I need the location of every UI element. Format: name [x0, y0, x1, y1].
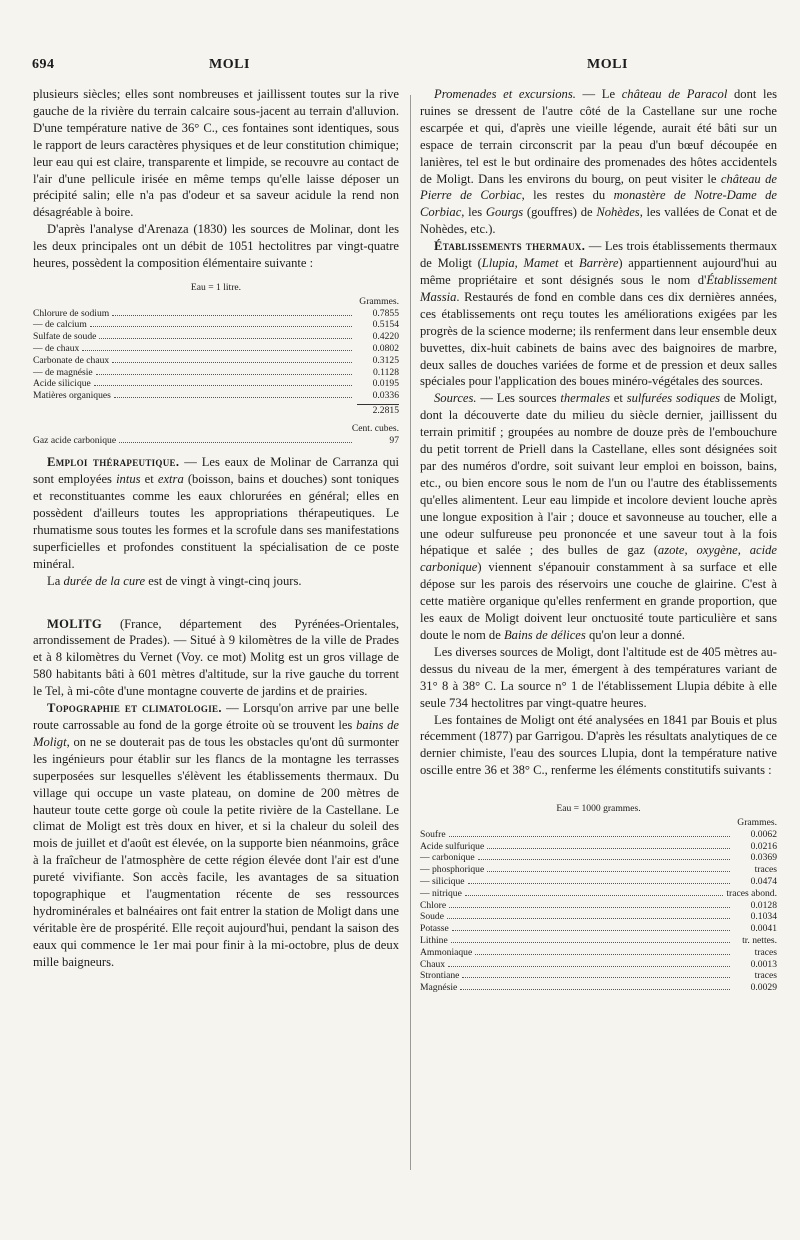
paragraph-topographie — [33, 700, 399, 971]
row-name: — silicique — [420, 875, 465, 887]
section-title: Établissements thermaux. — [434, 239, 586, 254]
section-title: Emploi thérapeutique. — [47, 455, 180, 470]
text-run: (France, département des Pyrénées-Orientales, arrondissement de Prades). — Situé à 9 kilomètres de la ville de Prades et à 8 kilomètres du Vernet (Voy. ce mot) Molitg est un gros village de 580 habitants bâti à 601 mètres d'altitude, sur la rive gauche du torrent le Tel, à mi-côte d'une montagne couverte de jardins et de prairies. — [33, 616, 399, 699]
row-value: 0.0474 — [750, 875, 777, 887]
paragraph-altitude: Les diverses sources de Moligt, dont l'altitude est de 405 mètres au-dessus du niveau de la mer, émergent à des températures variant de 31° 8 à 38° C. La source n° 1 de l'établissement Llupia débite à elle seule 734 hectolitres par vingt-quatre heures. — [420, 644, 777, 710]
row-value: 0.0336 — [372, 390, 399, 402]
running-header — [32, 57, 772, 77]
row-value: tr. nettes. — [742, 934, 777, 946]
text-run: (gouffres) de — [523, 205, 597, 220]
table-row — [420, 900, 777, 912]
row-value: traces — [754, 946, 777, 958]
italic-run: Bains de délices — [503, 628, 586, 642]
paragraph-continuation: plusieurs siècles; elles sont nombreuses et jaillissent toutes sur la rive gauche de la rivière du terrain calcaire sous-jacent au terrain d'alluvion. D'une température native de 36° C., ces fontaines sont identiques, sous le rapport de leurs caractères physiques et de leur constitution chimique; leur eau qui est claire, transparente et limpide, se recouvre au contact de l'air d'une pellicule irisée en même temps qu'elle laisse déposer un précipité salin; elle n'a pas d'odeur et sa saveur acidule la rend non désagréable à boire. — [33, 87, 399, 220]
composition-table-molinar — [33, 282, 399, 446]
row-value: 0.1034 — [750, 911, 777, 923]
dot-leader — [112, 315, 352, 316]
table-row — [33, 331, 399, 343]
row-name: Chlorure de sodium — [33, 307, 110, 319]
right-column — [420, 86, 777, 1002]
italic-run: Gourgs — [485, 205, 524, 220]
row-name: Sulfate de soude — [33, 331, 97, 343]
entry-title: MOLITG — [47, 616, 102, 631]
table-unit: Grammes. — [359, 295, 399, 307]
italic-run: monastère de Notre-Dame de Corbiac — [420, 188, 777, 220]
row-name: Chaux — [420, 958, 446, 970]
italic-run: extra — [157, 472, 184, 487]
table-caption: Eau = 1 litre. — [190, 281, 242, 293]
dot-leader — [447, 918, 730, 919]
spacer — [420, 779, 777, 793]
table-row — [33, 390, 399, 402]
section-title: Sources. — [434, 391, 477, 406]
italic-run: Établissement Massia — [420, 272, 777, 304]
row-name: — nitrique — [420, 887, 462, 899]
italic-run: château de Paracol — [621, 87, 728, 101]
text-run: de Moligt, dont la découverte date du milieu du siècle dernier, jaillissent du terrain primitif ; groupées au nombre de douze près de l'embouchure du petit torrent de Priell dans la Castellane, elles sont désignées soit par des numéros d'ordre, soit suivant leur emploi en boisson, bains, etc., ou bien encore sous le nom de l'un ou l'autre des établissements qu'elles alimentent. Leur eau limpide et incolore devient louche après une longue exposition à l'air ; douce et savonneuse au toucher, elle a une odeur sulfureuse peu prononcée et une saveur tout à la fois hépatique et salée ; des bulles de gaz ( — [420, 391, 777, 558]
table-row — [420, 959, 777, 971]
text-run: est de vingt à vingt-cinq jours. — [145, 573, 302, 588]
header-left-title: MOLI — [209, 57, 250, 72]
row-value: 0.0369 — [750, 852, 777, 864]
row-name: — de magnésie — [33, 366, 93, 378]
dot-leader — [460, 989, 730, 990]
paragraph-sources — [420, 390, 777, 644]
row-value: 0.1128 — [372, 366, 399, 378]
italic-run: Nohèdes — [596, 205, 640, 220]
italic-run: bains de Moligt — [33, 718, 400, 749]
text-run: — Les trois établissements thermaux de Moligt ( — [420, 239, 777, 271]
text-run: et — [610, 391, 627, 406]
dot-leader — [449, 907, 730, 908]
dot-leader — [96, 374, 352, 375]
paragraph-promenades — [420, 86, 777, 238]
page-number: 694 — [32, 57, 55, 72]
table-unit: Grammes. — [737, 816, 777, 828]
italic-run: intus — [116, 472, 141, 487]
text-run: et — [558, 256, 579, 271]
row-name: Soufre — [420, 828, 446, 840]
table-row — [420, 864, 777, 876]
row-name: Ammoniaque — [420, 946, 473, 958]
row-value: 0.0041 — [750, 923, 777, 935]
row-value: 0.0802 — [372, 342, 399, 354]
text-run: dont les ruines se dressent de l'autre côté de la Castellane sur une roche escarpée et qui, d'après une vieille légende, aurait été bâti sur un espace de terrain circonscrit par la peau d'un bœuf découpée en lanières, tel est le but ordinaire des promenades des hôtes accidentels de Moligt. Dans les environs du bourg, on peut visiter le — [420, 87, 777, 186]
table-row — [420, 947, 777, 959]
spacer — [33, 590, 399, 616]
paragraph-analyses: Les fontaines de Moligt ont été analysées en 1841 par Bouis et plus récemment (1877) par Garrigou. D'après les résultats analytiques de ce dernier chimiste, l'eau des sources Llupia, dont la température native oscille entre 36 et 38° C., renferme les éléments constitutifs suivants : — [420, 712, 777, 778]
row-name: — phosphorique — [420, 864, 485, 876]
row-value: 0.3125 — [372, 354, 399, 366]
italic-run: sulfurées sodiques — [626, 391, 721, 406]
table-row — [420, 911, 777, 923]
table-row — [420, 876, 777, 888]
table-caption: Eau = 1000 grammes. — [556, 803, 641, 815]
dot-leader — [448, 966, 730, 967]
dot-leader — [119, 442, 352, 443]
dot-leader — [99, 338, 352, 339]
dot-leader — [451, 942, 730, 943]
dot-leader — [94, 385, 352, 386]
row-name: Lithine — [420, 934, 448, 946]
row-name: Acide sulfurique — [420, 840, 485, 852]
text-run: , les — [461, 205, 486, 220]
dot-leader — [449, 836, 730, 837]
paragraph-arenaza: D'après l'analyse d'Arenaza (1830) les sources de Molinar, dont les les deux principales ont un débit de 1051 hectolitres par vingt-quatre heures, possèdent la composition élémentaire suivante : — [33, 222, 399, 271]
row-name: Magnésie — [420, 982, 458, 994]
table-row — [33, 378, 399, 390]
row-value: 0.7855 — [372, 307, 399, 319]
text-run: — Lorsqu'on arrive par une belle route carrossable au fond de la gorge étroite où se trouvent les — [33, 701, 399, 733]
italic-run: thermales — [560, 391, 610, 406]
dot-leader — [487, 871, 730, 872]
row-value: 0.5154 — [372, 319, 399, 331]
table-row — [33, 308, 399, 320]
table-rows — [33, 308, 399, 402]
dot-leader — [465, 895, 724, 896]
row-name: — carbonique — [420, 852, 475, 864]
text-run: — Les sources — [476, 391, 561, 406]
left-column — [33, 86, 399, 971]
text-run: ) viennent s'épanouir constamment à sa surface et elle dépose sur les parois des réservoirs une couche de glairine. C'est à cette matière organique qu'elles renferment en grande proportion, que les eaux de Moligt doivent leur onctuosité toute particulière et sans doute le nom de — [420, 560, 777, 642]
table-rows — [420, 829, 777, 994]
paragraph-molitg — [33, 616, 399, 701]
italic-run: azote, oxygène, acide carbonique — [420, 543, 777, 575]
dot-leader — [468, 883, 731, 884]
dot-leader — [112, 362, 352, 363]
row-value: 0.0195 — [372, 378, 399, 390]
text-run: , les restes du — [521, 188, 614, 203]
row-name: Gaz acide carbonique — [33, 434, 117, 446]
text-run: La — [47, 573, 64, 588]
paragraph-etablissements — [420, 238, 777, 390]
table-row — [420, 888, 777, 900]
text-run: . Restaurés de fond en comble dans ces dix dernières années, ces établissements ont reçu toutes les améliorations exigées par les progrès de la science moderne; ils renferment dans leur ensemble deux buvettes, dix-huit cabinets de bains avec des baignoires de marbre, deux salles de douches variées de forme et de pression et deux salles spéciales pour l'application des boues minéro-végétales des sources. — [420, 289, 777, 389]
text-run: , les vallées de Conat et de Nohèdes, etc.). — [420, 205, 777, 237]
section-title: Promenades et excursions. — [434, 87, 576, 101]
table-row — [420, 982, 777, 994]
text-run: , on ne se douterait pas de tous les obstacles qu'ont dû surmonter les ingénieurs pour établir sur les flancs de la montagne les terrasses superposées sur lesquelles s'élèvent les établissements thermaux. Du village qui occupe un vaste plateau, on domine de 200 mètres de hauteur toute cette gorge où coule la petite rivière de la Castellane. Le climat de Moligt est très doux en hiver, et si la chaleur du soleil des mois de juillet et d'août est élevée, on la supporte bien néanmoins, grâce à la fraîcheur de l'atmosphère de cette région élevée dont l'air est d'une pureté vivifiante. Son accès facile, les avantages de sa situation topographique et l'augmentation récente de ses ressources hydrominérales et balnéaires ont fait entrer la station de Moligt dans une véritable ère de prospérité. Elle reçoit aujourd'hui, pendant la saison des eaux qui commence le 1er mai pour finir à la mi-octobre, plus de deux mille baigneurs. — [33, 734, 399, 969]
text-run: qu'on leur a donné. — [585, 628, 685, 642]
dot-leader — [475, 954, 730, 955]
row-name: — de chaux — [33, 342, 80, 354]
row-name: Chlore — [420, 899, 447, 911]
row-name: Carbonate de chaux — [33, 354, 110, 366]
italic-run: château de Pierre de Corbiac — [420, 171, 777, 203]
row-value: traces abond. — [726, 887, 777, 899]
table-row — [420, 970, 777, 982]
row-value: 97 — [389, 434, 399, 446]
row-name: Potasse — [420, 923, 449, 935]
header-right-title: MOLI — [587, 57, 628, 72]
row-value: 0.0062 — [750, 828, 777, 840]
table-row — [420, 852, 777, 864]
row-value: traces — [754, 970, 777, 982]
italic-run: Barrère — [579, 256, 619, 271]
text-run: — Les eaux de Molinar de Carranza qui sont employées — [33, 455, 399, 487]
table-row — [33, 343, 399, 355]
dot-leader — [452, 930, 730, 931]
table-row — [33, 367, 399, 379]
row-name: Strontiane — [420, 970, 460, 982]
row-value: 0.0013 — [750, 958, 777, 970]
table-row — [420, 935, 777, 947]
row-name: Acide silicique — [33, 378, 91, 390]
dot-leader — [487, 848, 730, 849]
dot-leader — [114, 397, 352, 398]
table-row — [33, 319, 399, 331]
table-row — [33, 435, 399, 447]
dot-leader — [90, 326, 352, 327]
row-value: 0.0128 — [750, 899, 777, 911]
dot-leader — [462, 977, 730, 978]
italic-run: durée de la cure — [63, 573, 146, 588]
row-value: 0.0216 — [750, 840, 777, 852]
row-name: — de calcium — [33, 319, 87, 331]
row-value: traces — [754, 864, 777, 876]
composition-table-moligt — [420, 803, 777, 994]
row-name: Matières organiques — [33, 390, 111, 402]
italic-run: Llupia, Mamet — [481, 256, 559, 271]
text-run: (boisson, bains et douches) sont toniques et reconstituantes comme les eaux chlorurées en général; elles en possèdent d'ailleurs toutes les appropriations thérapeutiques. Le rhumatisme sous toutes les formes et la scrofule dans ses manifestations superficielles et profondes constituent la spécialisation de ce poste minéral. — [33, 472, 399, 571]
text-run: et — [140, 472, 158, 487]
text-run: ) appartiennent aujourd'hui au même propriétaire et sont désignés sous le nom d' — [420, 256, 777, 287]
paragraph-emploi — [33, 454, 399, 572]
column-divider — [410, 95, 411, 1170]
dot-leader — [82, 350, 352, 351]
dot-leader — [478, 859, 730, 860]
row-name: Soude — [420, 911, 444, 923]
table-row — [33, 355, 399, 367]
row-value: 0.0029 — [750, 982, 777, 994]
table-unit-gas: Cent. cubes. — [351, 422, 399, 434]
table-row — [420, 829, 777, 841]
table-row — [420, 923, 777, 935]
text-run: — Le — [575, 87, 622, 101]
paragraph-duree — [33, 573, 399, 590]
row-value: 0.4220 — [372, 331, 399, 343]
section-title: Topographie et climatologie. — [47, 701, 222, 716]
table-total: 2.2815 — [372, 404, 399, 416]
table-row — [420, 841, 777, 853]
